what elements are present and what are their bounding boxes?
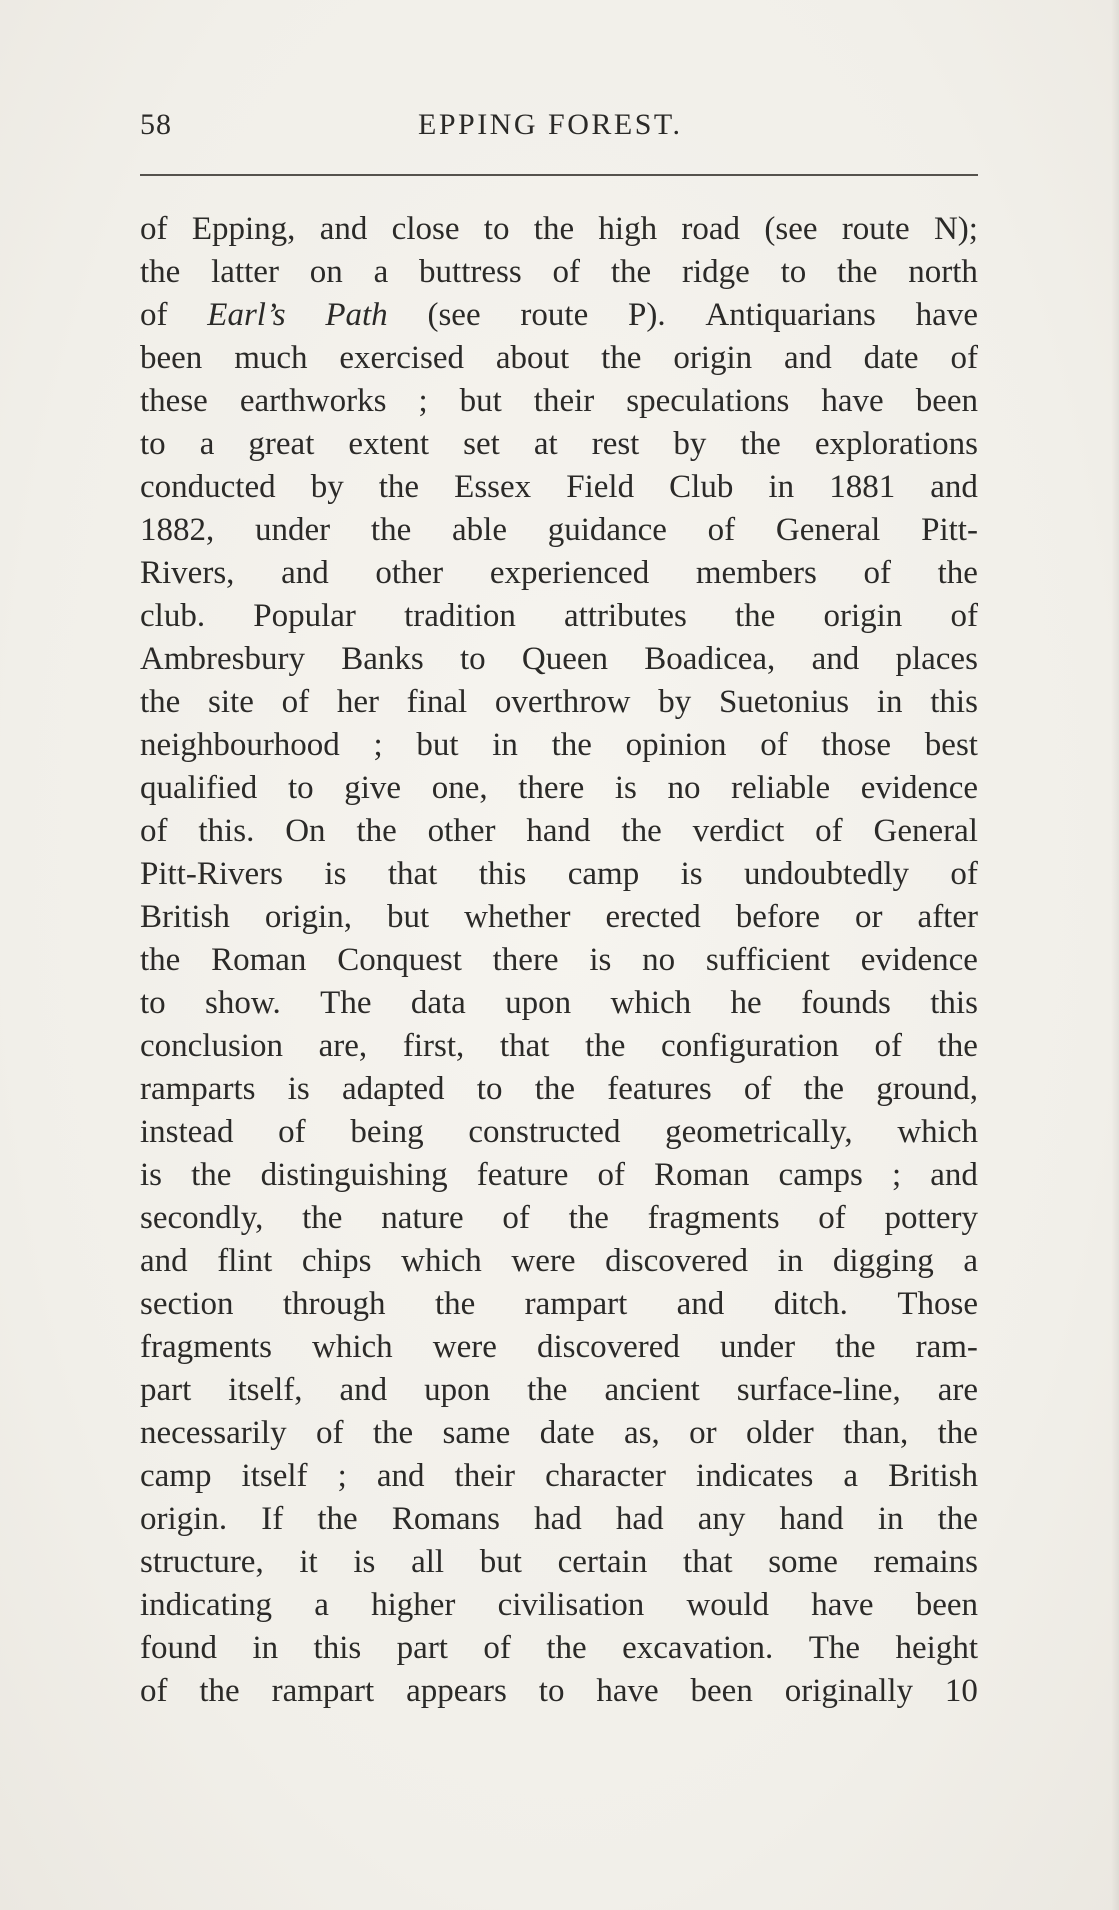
text-line: club. Popular tradition attributes the origin of (140, 598, 978, 634)
text-line: 1882, under the able guidance of General Pitt- (140, 512, 978, 548)
text-line: origin. If the Romans had had any hand in the (140, 1501, 978, 1537)
text-line: necessarily of the same date as, or older than, the (140, 1415, 978, 1451)
text-line: fragments which were discovered under the ram- (140, 1329, 978, 1365)
text-line: structure, it is all but certain that some remains (140, 1544, 978, 1580)
text-line: is the distinguishing feature of Roman camps ; and (140, 1157, 978, 1193)
text-line: of the rampart appears to have been originally 10 (140, 1673, 978, 1709)
text-line: the site of her final overthrow by Suetonius in this (140, 684, 978, 720)
text-line: been much exercised about the origin and date of (140, 340, 978, 376)
text-line: British origin, but whether erected before or after (140, 899, 978, 935)
text-line: to show. The data upon which he founds this (140, 985, 978, 1021)
text-line: Rivers, and other experienced members of the (140, 555, 978, 591)
text-line: Pitt-Rivers is that this camp is undoubtedly of (140, 856, 978, 892)
text-line: of Epping, and close to the high road (see route N); (140, 211, 978, 247)
text-line: instead of being constructed geometrically, which (140, 1114, 978, 1150)
header-rule (140, 174, 978, 176)
text-line: to a great extent set at rest by the explorations (140, 426, 978, 462)
text-line: part itself, and upon the ancient surface-line, are (140, 1372, 978, 1408)
page-number: 58 (140, 108, 172, 141)
text-line: section through the rampart and ditch. Those (140, 1286, 978, 1322)
text-line: ramparts is adapted to the features of the ground, (140, 1071, 978, 1107)
text-line: and flint chips which were discovered in digging a (140, 1243, 978, 1279)
body-text (140, 208, 978, 1713)
text-line: the Roman Conquest there is no sufficient evidence (140, 942, 978, 978)
text-line: indicating a higher civilisation would have been (140, 1587, 978, 1623)
running-title: EPPING FOREST. (418, 108, 683, 141)
text-line: conclusion are, first, that the configuration of the (140, 1028, 978, 1064)
text-line: found in this part of the excavation. The height (140, 1630, 978, 1666)
text-line: of this. On the other hand the verdict of General (140, 813, 978, 849)
text-line: neighbourhood ; but in the opinion of those best (140, 727, 978, 763)
text-line: conducted by the Essex Field Club in 1881 and (140, 469, 978, 505)
text-line: camp itself ; and their character indicates a British (140, 1458, 978, 1494)
page-edge-shadow (1111, 0, 1119, 1910)
text-line: Ambresbury Banks to Queen Boadicea, and places (140, 641, 978, 677)
text-line: of Earl’s Path (see route P). Antiquarians have (140, 297, 978, 333)
text-line: qualified to give one, there is no reliable evidence (140, 770, 978, 806)
text-line: the latter on a buttress of the ridge to the north (140, 254, 978, 290)
running-head (140, 108, 980, 158)
text-line: these earthworks ; but their speculations have been (140, 383, 978, 419)
text-line: secondly, the nature of the fragments of pottery (140, 1200, 978, 1236)
